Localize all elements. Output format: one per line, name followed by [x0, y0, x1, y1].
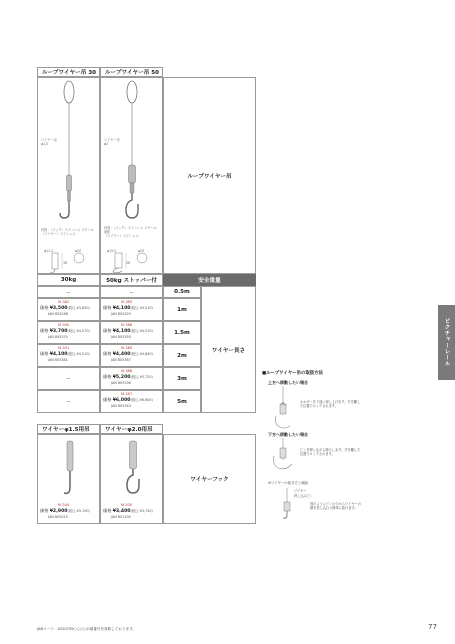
row5-col2-jan: 805343 — [117, 404, 131, 408]
row1-col2-jan-line — [111, 312, 131, 316]
row1-col1-price-line — [40, 305, 90, 311]
load-col1: 30kg — [37, 274, 100, 286]
row5-col2-price-line — [103, 397, 153, 403]
row2-col2-cell — [100, 321, 163, 344]
row1-col2-cell — [100, 298, 163, 321]
row2-col2-price: ¥4,100 — [112, 329, 131, 334]
loop-wire-30-photo — [54, 80, 84, 220]
down-text: ピンを押しながら降ろします。手を離した位置でロックされます。 — [300, 448, 361, 457]
row4-col2-tax: (税込 ¥5,720) — [130, 375, 153, 379]
row3-col2-cell — [100, 344, 163, 367]
hook-col1-cell — [37, 434, 100, 524]
loop-col1-dim-h: 38 — [63, 261, 68, 265]
hook-col1-code: M-344 — [58, 503, 70, 507]
wire-label: ワイヤー — [294, 489, 307, 493]
row5-col2-tax: (税込 ¥6,600) — [130, 398, 153, 402]
row4-col1-dash: — — [37, 367, 100, 390]
section-side-tab-label: ピクチャーレール — [443, 318, 450, 367]
loop-wire-table — [37, 67, 256, 413]
up-instruction-illustration — [268, 386, 298, 430]
row4-col2-jan-label: JAN — [111, 381, 117, 385]
row4-col2-cell — [100, 367, 163, 390]
hook-col2-jan: 801100 — [117, 515, 131, 519]
loop-col2-dim1: φ15.5 — [107, 249, 117, 253]
row2-col1-jan-line — [48, 335, 68, 339]
row1-col1-tax: (税込 ¥3,850) — [67, 306, 90, 310]
row5-length: 5m — [163, 390, 201, 413]
row1-col1-jan: 805268 — [54, 312, 68, 316]
row1-col2-jan-label: JAN — [111, 312, 117, 316]
row3-col1-price-label: 価格 — [40, 351, 49, 356]
row2-col2-jan-label: JAN — [111, 335, 117, 339]
row1-col2-jan: 805329 — [117, 312, 131, 316]
row3-col1-jan-line — [48, 358, 68, 362]
loop-side-label: ループワイヤー吊 — [163, 77, 256, 274]
row1-col1-jan-line — [48, 312, 68, 316]
hook-col1-jan: 805015 — [54, 515, 68, 519]
row3-col1-jan: 805381 — [54, 358, 68, 362]
loop-col1-wire-label: ワイヤー径 φ1.5 — [41, 138, 57, 146]
wire-hook-20-photo — [123, 439, 143, 499]
page-number: 77 — [428, 623, 437, 631]
hook-col2-jan-line — [111, 515, 131, 519]
row4-col2-price: ¥5,200 — [112, 375, 131, 380]
hook-col1-jan-label: JAN — [48, 515, 54, 519]
footer-note: JANコード：4520759○○○○が頭番号を省略しております。 — [37, 627, 137, 631]
section-side-tab — [438, 305, 455, 380]
hook-col2-code: M-330 — [121, 503, 133, 507]
row2-col1-tax: (税込 ¥4,070) — [67, 329, 90, 333]
row0-col2-dash: — — [100, 286, 163, 298]
row4-col2-jan-line — [111, 381, 131, 385]
row1-length: 1m — [163, 298, 201, 321]
row5-col2-jan-line — [111, 404, 131, 408]
row3-col1-cell — [37, 344, 100, 367]
instructions-title: ■ループワイヤー吊の取扱方法 — [262, 371, 323, 376]
row2-col1-price: ¥3,700 — [49, 329, 68, 334]
push-pin-label: 押し込みピン — [294, 494, 314, 498]
hook-col2-price: ¥3,400 — [112, 509, 131, 514]
loop-col2-material: 材質：（フック）ステンレス スチール 亜鉛 （ワイヤー）ステンレス — [104, 226, 157, 238]
row1-col1-jan-label: JAN — [48, 312, 54, 316]
row4-col2-price-line — [103, 374, 153, 380]
row5-col2-jan-label: JAN — [111, 404, 117, 408]
row5-col2-price-label: 価格 — [103, 397, 112, 402]
row1-col2-price-label: 価格 — [103, 305, 112, 310]
row3-col1-price-line — [40, 351, 90, 357]
row2-col2-price-line — [103, 328, 153, 334]
hook-col2-tax: (税込 ¥3,740) — [130, 509, 153, 513]
row1-col2-tax: (税込 ¥4,510) — [130, 306, 153, 310]
load-col2: 50kg ストッパー付 — [100, 274, 163, 286]
wire-hook-15-photo — [60, 439, 80, 499]
hook-col1-jan-line — [48, 515, 68, 519]
row2-col1-price-label: 価格 — [40, 328, 49, 333]
hook-side-label: ワイヤーフック — [163, 434, 256, 524]
row0-col1-dash: — — [37, 286, 100, 298]
loop-col1-dim1: φ11.2 — [44, 249, 54, 253]
row3-col2-jan-line — [111, 358, 131, 362]
row3-col2-tax: (税込 ¥4,840) — [130, 352, 153, 356]
row3-col2-jan-label: JAN — [111, 358, 117, 362]
row2-col1-price-line — [40, 328, 90, 334]
row3-col2-price-label: 価格 — [103, 351, 112, 356]
row5-col1-dash: — — [37, 390, 100, 413]
row2-col1-jan: 805374 — [54, 335, 68, 339]
loop-wire-50-photo — [117, 80, 147, 220]
row5-col2-price: ¥6,000 — [112, 398, 131, 403]
row4-col2-price-label: 価格 — [103, 374, 112, 379]
row2-col2-code: M-388 — [121, 323, 133, 327]
row1-col2-code: M-385 — [121, 300, 133, 304]
loop-col2-wire-label: ワイヤー径 φ2 — [104, 138, 120, 146]
row5-col2-cell — [100, 390, 163, 413]
down-instruction-illustration — [268, 438, 298, 472]
loop-col2-photo-cell — [100, 77, 163, 274]
row3-col1-code: M-391 — [58, 346, 70, 350]
up-title: 上方へ移動したい場合 — [268, 380, 308, 385]
row1-col1-price: ¥3,500 — [49, 306, 68, 311]
hook-col2-title: ワイヤーφ2.0用吊 — [100, 424, 163, 434]
row3-length: 2m — [163, 344, 201, 367]
wire-hook-table — [37, 424, 256, 524]
row1-col2-price-line — [103, 305, 153, 311]
hook-col1-price-line — [40, 508, 90, 514]
row3-col2-price-line — [103, 351, 153, 357]
hook-col2-price-label: 価格 — [103, 508, 112, 513]
loop-col1-material: 材質：（フック）ステンレス スチール （ワイヤー）ステンレス — [41, 228, 94, 236]
row3-col1-tax: (税込 ¥4,510) — [67, 352, 90, 356]
hook-col2-cell — [100, 434, 163, 524]
loop-col2-dim-h: 56 — [126, 261, 131, 265]
row3-col1-jan-label: JAN — [48, 358, 54, 362]
hook-col2-price-line — [103, 508, 153, 514]
row1-col1-code: M-382 — [58, 300, 70, 304]
loop-col2-dim2: φ20 — [138, 249, 145, 253]
down-title: 下方へ移動したい場合 — [268, 432, 308, 437]
row2-col2-jan-line — [111, 335, 131, 339]
hook-col1-price: ¥2,900 — [49, 509, 68, 514]
wire-length-label: ワイヤー長さ — [201, 286, 256, 413]
up-text: ホルダーを下部に押し上げます。手を離した位置でロックされます。 — [300, 400, 361, 409]
row3-col1-price: ¥4,100 — [49, 352, 68, 357]
row2-length: 1.5m — [163, 321, 201, 344]
row2-col1-cell — [37, 321, 100, 344]
row3-col2-code: M-389 — [121, 346, 133, 350]
row2-col2-price-label: 価格 — [103, 328, 112, 333]
row1-col2-price: ¥4,100 — [112, 306, 131, 311]
hook-col1-price-label: 価格 — [40, 508, 49, 513]
loop-col1-dim2: φ20 — [75, 249, 82, 253]
row0-length: 0.5m — [163, 286, 201, 298]
row4-col2-jan: 805336 — [117, 381, 131, 385]
row2-col1-jan-label: JAN — [48, 335, 54, 339]
row4-length: 3m — [163, 367, 201, 390]
remove-title: ※ワイヤーの抜き方と補給 — [268, 481, 309, 485]
loop-col2-title: ループワイヤー吊 50 — [100, 67, 163, 77]
loop-col1-photo-cell — [37, 77, 100, 274]
row2-col1-code: M-390 — [58, 323, 70, 327]
load-header: 安全重量 — [163, 274, 256, 286]
hook-col1-title: ワイヤーφ1.5用吊 — [37, 424, 100, 434]
row1-col1-price-label: 価格 — [40, 305, 49, 310]
hook-col2-jan-label: JAN — [111, 515, 117, 519]
hook-col1-tax: (税込 ¥3,190) — [67, 509, 90, 513]
instructions-panel — [262, 370, 372, 530]
remove-text: 図のようにピンの穴からワイヤーの端を差し込むと簡単に抜けます。 — [310, 502, 361, 511]
loop-col1-title: ループワイヤー吊 30 — [37, 67, 100, 77]
row3-col2-jan: 805367 — [117, 358, 131, 362]
row2-col2-tax: (税込 ¥4,510) — [130, 329, 153, 333]
row3-col2-price: ¥4,400 — [112, 352, 131, 357]
row1-col1-cell — [37, 298, 100, 321]
row5-col2-code: M-387 — [121, 392, 133, 396]
row4-col2-code: M-386 — [121, 369, 133, 373]
row2-col2-jan: 805350 — [117, 335, 131, 339]
